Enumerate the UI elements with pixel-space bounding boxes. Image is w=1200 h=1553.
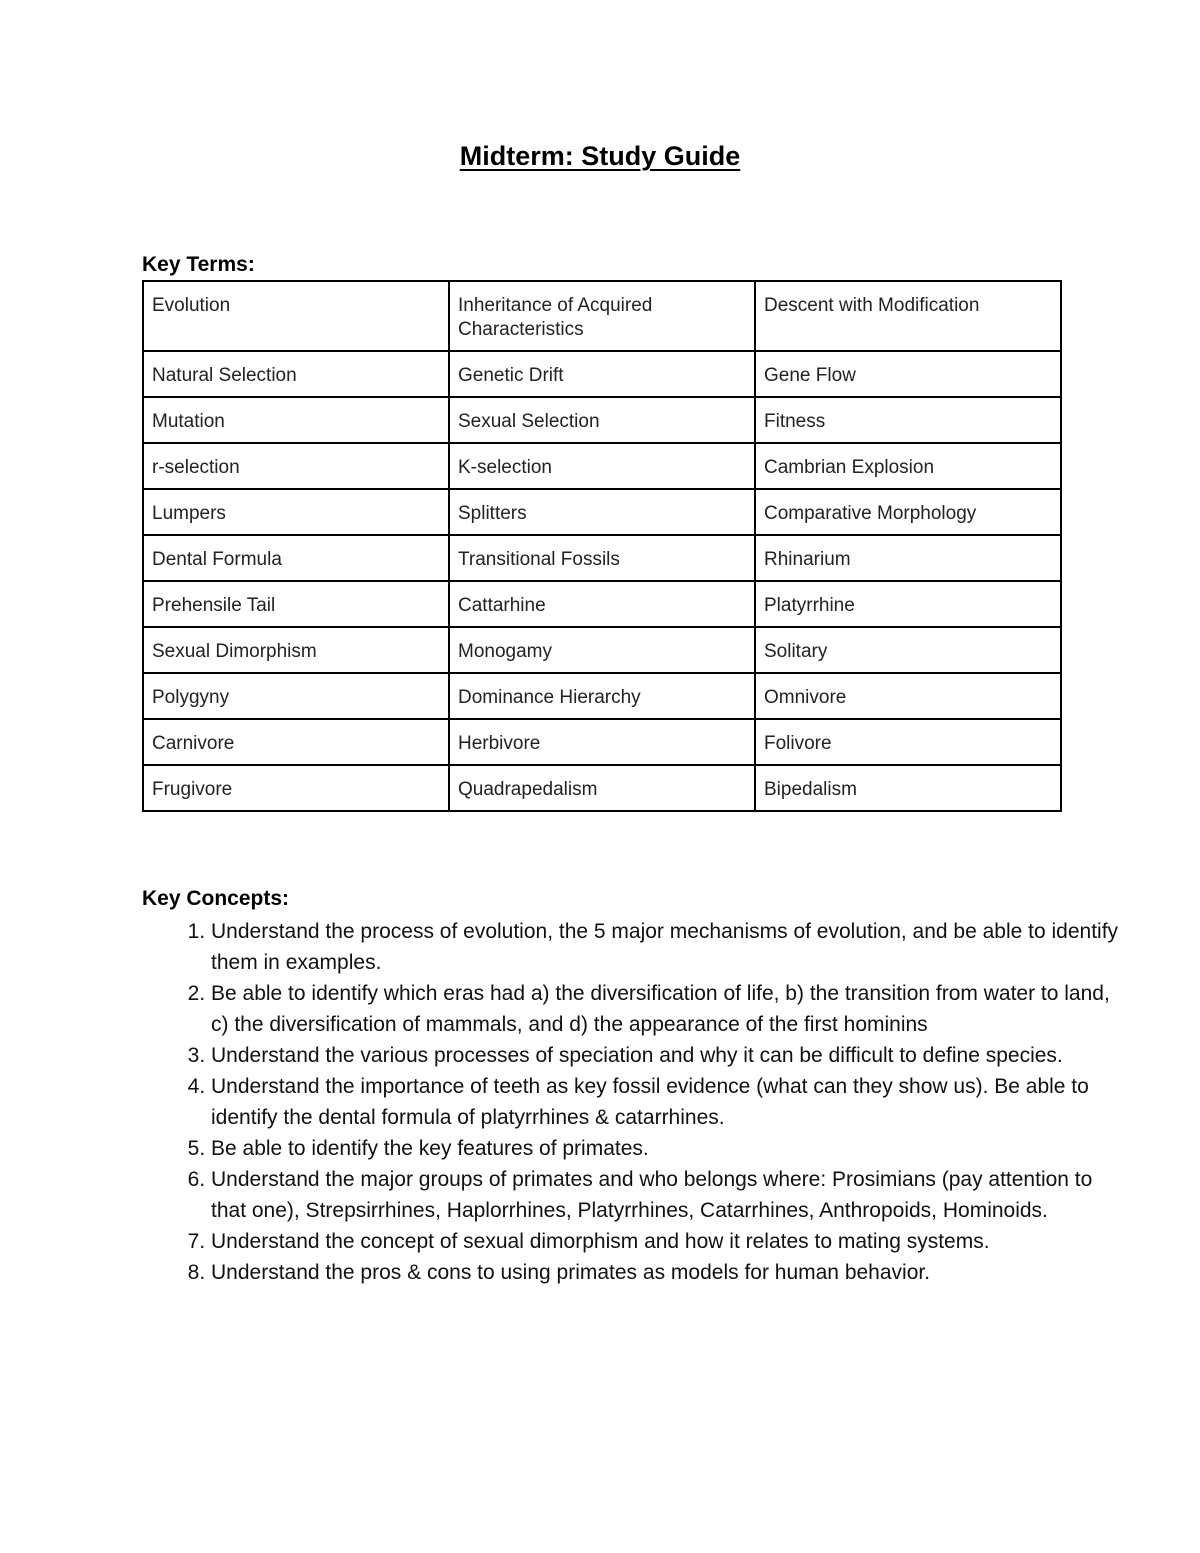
list-item: 6. Understand the major groups of primates and who belongs where: Prosimians (pay attention to that one), Strepsirrhines, Haplorrhines, Platyrrhines, Catarrhines, Anthropoids, Hominoids.: [211, 1164, 1121, 1226]
table-row: [143, 719, 1061, 765]
list-item: 1. Understand the process of evolution, the 5 major mechanisms of evolution, and be able to identify them in examples.: [211, 916, 1121, 978]
list-item: 4. Understand the importance of teeth as key fossil evidence (what can they show us). Be able to identify the dental formula of platyrrhines & catarrhines.: [211, 1071, 1121, 1133]
table-row: [143, 673, 1061, 719]
term-cell: Dental Formula: [143, 535, 449, 581]
table-row: [143, 397, 1061, 443]
table-row: [143, 489, 1061, 535]
term-cell: Frugivore: [143, 765, 449, 811]
term-cell: r-selection: [143, 443, 449, 489]
list-item: 3. Understand the various processes of speciation and why it can be difficult to define species.: [211, 1040, 1121, 1071]
term-cell: Fitness: [755, 397, 1061, 443]
table-row: [143, 351, 1061, 397]
term-cell: Folivore: [755, 719, 1061, 765]
term-cell: Prehensile Tail: [143, 581, 449, 627]
list-item: 7. Understand the concept of sexual dimorphism and how it relates to mating systems.: [211, 1226, 1121, 1257]
term-cell: Cattarhine: [449, 581, 755, 627]
term-cell: Platyrrhine: [755, 581, 1061, 627]
term-cell: Gene Flow: [755, 351, 1061, 397]
table-row: [143, 765, 1061, 811]
term-cell: Polygyny: [143, 673, 449, 719]
term-cell: Genetic Drift: [449, 351, 755, 397]
key-terms-table: [142, 280, 1062, 812]
term-cell: Quadrapedalism: [449, 765, 755, 811]
term-cell: Mutation: [143, 397, 449, 443]
term-cell: Bipedalism: [755, 765, 1061, 811]
term-cell: Transitional Fossils: [449, 535, 755, 581]
key-concepts-heading: Key Concepts:: [142, 887, 290, 910]
term-cell: Sexual Selection: [449, 397, 755, 443]
term-cell: Rhinarium: [755, 535, 1061, 581]
term-cell: Evolution: [143, 281, 449, 351]
table-row: [143, 535, 1061, 581]
term-cell: Cambrian Explosion: [755, 443, 1061, 489]
table-row: [143, 581, 1061, 627]
term-cell: Monogamy: [449, 627, 755, 673]
table-row: [143, 627, 1061, 673]
page-title: Midterm: Study Guide: [459, 141, 741, 171]
list-item: 2. Be able to identify which eras had a) the diversification of life, b) the transition from water to land, c) the diversification of mammals, and d) the appearance of the first hominins: [211, 978, 1121, 1040]
table-row: [143, 281, 1061, 351]
term-cell: Sexual Dimorphism: [143, 627, 449, 673]
list-item: 8. Understand the pros & cons to using primates as models for human behavior.: [211, 1257, 1121, 1288]
table-row: [143, 443, 1061, 489]
list-item: 5. Be able to identify the key features of primates.: [211, 1133, 1121, 1164]
term-cell: Dominance Hierarchy: [449, 673, 755, 719]
term-cell: Comparative Morphology: [755, 489, 1061, 535]
term-cell: Carnivore: [143, 719, 449, 765]
term-cell: Splitters: [449, 489, 755, 535]
term-cell: Natural Selection: [143, 351, 449, 397]
term-cell: Descent with Modification: [755, 281, 1061, 351]
term-cell: Lumpers: [143, 489, 449, 535]
key-concepts-list: [142, 916, 1121, 1288]
key-terms-heading: Key Terms:: [142, 253, 255, 276]
term-cell: K-selection: [449, 443, 755, 489]
term-cell: Inheritance of Acquired Characteristics: [449, 281, 755, 351]
term-cell: Omnivore: [755, 673, 1061, 719]
term-cell: Herbivore: [449, 719, 755, 765]
term-cell: Solitary: [755, 627, 1061, 673]
